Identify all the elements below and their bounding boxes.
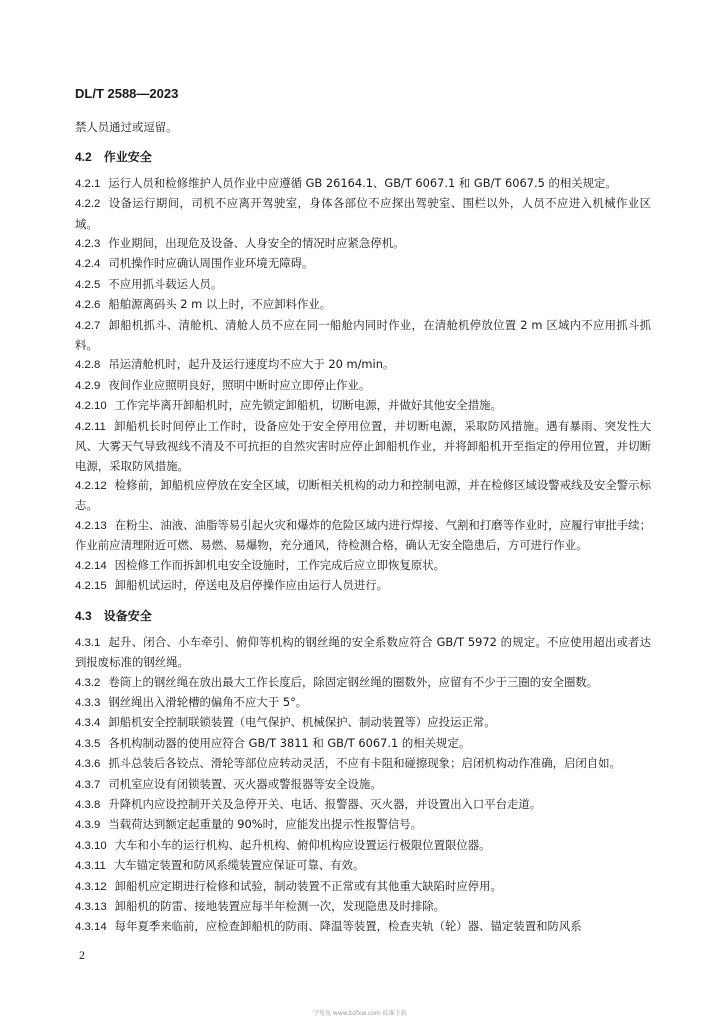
clause-text: 作业安全: [103, 150, 152, 165]
page-number: 2: [79, 948, 85, 962]
clause-text: 各机构制动器的使用应符合 GB/T 3811 和 GB/T 6067.1 的相关规定。: [108, 735, 471, 750]
clause-paragraph: [75, 194, 651, 234]
clause-paragraph: [75, 396, 651, 416]
clause-number: 4.2: [75, 150, 92, 165]
clause-number: 4.2.14: [75, 559, 107, 572]
clause-paragraph: [75, 673, 651, 693]
clause-number: 4.3.5: [75, 737, 101, 750]
clause-text: 大车锚定装置和防风系缆装置应保证可靠、有效。: [113, 858, 365, 873]
clause-number: 4.3: [75, 609, 92, 624]
clause-number: 4.3.1: [75, 636, 101, 649]
clause-text: 吊运清舱机时，起升及运行速度均不应大于 20 m/min。: [108, 357, 395, 372]
clause-number: 4.3.2: [75, 676, 101, 689]
clause-paragraph: [75, 316, 651, 356]
clause-paragraph: [75, 556, 651, 576]
clause-number: 4.2.11: [75, 420, 106, 433]
clause-number: 4.3.8: [75, 799, 101, 811]
watermark: 学兔兔 www.bzfxw.com 标准下载: [313, 1010, 407, 1017]
clause-text: 卸船机试运时，停送电及启停操作应由运行人员进行。: [114, 577, 389, 592]
clause-number: 4.3.7: [75, 778, 101, 791]
clause-text: 钢丝绳出入滑轮槽的偏角不应大于 5°。: [108, 694, 308, 709]
clause-paragraph: [75, 856, 651, 876]
clause-paragraph: [75, 897, 651, 917]
clause-text: 卸船机安全控制联锁装置（电气保护、机械保护、制动装置等）应投运正常。: [108, 715, 496, 730]
clause-text: 运行人员和检修维护人员作业中应遵循 GB 26164.1、GB/T 6067.1 和 GB/T 6067.5 的相关规定。: [108, 175, 617, 190]
spacer: [75, 137, 651, 148]
clause-text: 因检修工作而拆卸机电安全设施时，工作完成后应立即恢复原状。: [114, 557, 446, 572]
clause-number: 4.2.3: [75, 238, 101, 251]
clause-number: 4.3.3: [75, 696, 101, 709]
clause-paragraph: [75, 877, 651, 897]
clause-text: 在粉尘、油液、油脂等易引起火灾和爆炸的危险区域内进行焊接、气割和打磨等作业时，应履行审批手续；作业前应清理附近可燃、易燃、易爆物，充分通风，待检测合格，确认无安全隐患后，方可进行作业。: [75, 517, 651, 553]
clause-text: 起升、闭合、小车牵引、俯仰等机构的钢丝绳的安全系数应符合 GB/T 5972 的规定。不应使用超出或者达到报废标准的钢丝绳。: [75, 634, 651, 670]
clause-number: 4.2.6: [75, 299, 101, 312]
clause-text: 升降机内应设控制开关及急停开关、电话、报警器、灭火器，并设置出入口平台走道。: [108, 797, 542, 811]
clause-text: 不应用抓斗载运人员。: [108, 276, 223, 291]
clause-text: 夜间作业应照明良好，照明中断时应立即停止作业。: [108, 377, 371, 392]
clause-paragraph: [75, 633, 651, 673]
clause-text: 大车和小车的运行机构、起升机构、俯仰机构应设置运行极限位置限位器。: [114, 837, 491, 852]
clause-paragraph: [75, 917, 651, 937]
clause-paragraph: [75, 775, 651, 795]
clause-text: 设备运行期间，司机不应离开驾驶室，身体各部位不应探出驾驶室、围栏以外，人员不应进入机械作业区域。: [75, 196, 651, 231]
clause-paragraph: [75, 734, 651, 754]
clause-text: 设备安全: [103, 609, 152, 624]
clause-text: 工作完毕离开卸船机时，应先锁定卸船机，切断电源，并做好其他安全措施。: [114, 398, 502, 413]
clause-text: 卷筒上的钢丝绳在放出最大工作长度后，除固定钢丝绳的圈数外，应留有不少于三圈的安全圈数。: [108, 674, 599, 689]
clause-text: 检修前，卸船机应停放在安全区域，切断相关机构的动力和控制电源，并在检修区域设警戒线及安全警示标志。: [75, 477, 651, 513]
clause-text: 司机室应设有闭锁装置、灭火器或警报器等安全设施。: [108, 776, 382, 791]
clause-paragraph: [75, 693, 651, 713]
clause-paragraph: [75, 476, 651, 516]
clause-text: 禁人员通过或逗留。: [75, 120, 178, 134]
clause-paragraph: [75, 174, 651, 194]
clause-number: 4.3.6: [75, 758, 101, 771]
clause-number: 4.3.14: [75, 921, 107, 934]
clause-text: 抓斗总装后各铰点、滑轮等部位应转动灵活，不应有卡阻和碰擦现象；启闭机构动作准确，启闭自如。: [108, 756, 621, 771]
clause-text: 作业期间，出现危及设备、人身安全的情况时应紧急停机。: [108, 236, 405, 251]
clause-text: 每年夏季来临前，应检查卸船机的防雨、降温等装置，检查夹轨（轮）器、锚定装置和防风系: [114, 919, 582, 934]
clause-paragraph: [75, 754, 651, 774]
clause-paragraph: [75, 815, 651, 835]
clause-number: 4.2.13: [75, 519, 107, 532]
clause-text: 船舶源离码头 2 m 以上时，不应卸料作业。: [108, 297, 332, 312]
clause-number: 4.2.4: [75, 258, 101, 271]
clause-paragraph: [75, 795, 651, 815]
clause-text: 当载荷达到额定起重量的 90%时，应能发出提示性报警信号。: [108, 817, 423, 832]
clause-text: 司机操作时应确认周围作业环境无障碍。: [108, 256, 314, 271]
clause-number: 4.3.12: [75, 880, 107, 893]
clause-text: 卸船机应定期进行检修和试验，制动装置不正常或有其他重大缺陷时应停用。: [114, 878, 502, 893]
standard-code: DL/T 2588—2023: [75, 86, 179, 101]
clause-text: 卸船机长时间停止工作时，设备应处于安全停用位置，并切断电源，采取防风措施。遇有暴雨、突发性大风、大雾天气导致视线不清及不可抗拒的自然灾害时应停止卸船机作业，并将卸船机开至指定的停用位置，并切断电源，采取防风措施。: [75, 418, 651, 473]
clause-number: 4.2.5: [75, 278, 101, 291]
clause-number: 4.2.7: [75, 319, 101, 332]
clause-paragraph: [75, 417, 651, 476]
clause-number: 4.3.10: [75, 839, 107, 852]
clause-number: 4.2.12: [75, 479, 107, 492]
section-heading: [75, 148, 651, 167]
clause-paragraph: [75, 118, 651, 137]
section-heading: [75, 607, 651, 626]
clause-paragraph: [75, 376, 651, 396]
clause-paragraph: [75, 234, 651, 254]
clause-paragraph: [75, 295, 651, 315]
document-body: [75, 118, 651, 938]
clause-paragraph: [75, 254, 651, 274]
clause-number: 4.2.1: [75, 177, 101, 190]
clause-paragraph: [75, 275, 651, 295]
clause-number: 4.3.13: [75, 901, 107, 914]
clause-number: 4.3.9: [75, 819, 101, 832]
clause-number: 4.2.8: [75, 359, 101, 372]
clause-text: 卸船机的防雷、接地装置应每半年检测一次，发现隐患及时排除。: [114, 899, 446, 914]
clause-number: 4.2.15: [75, 579, 107, 592]
clause-number: 4.2.2: [75, 198, 101, 211]
clause-paragraph: [75, 355, 651, 375]
clause-text: 卸船机抓斗、清舱机、清舱人员不应在同一船舱内同时作业，在清舱机停放位置 2 m 区域内不应用抓斗抓料。: [75, 317, 651, 353]
clause-number: 4.3.11: [75, 860, 106, 873]
clause-number: 4.2.9: [75, 379, 101, 392]
spacer: [75, 596, 651, 607]
clause-paragraph: [75, 576, 651, 596]
clause-number: 4.2.10: [75, 400, 107, 413]
clause-number: 4.3.4: [75, 717, 101, 730]
clause-paragraph: [75, 516, 651, 556]
clause-paragraph: [75, 713, 651, 733]
clause-paragraph: [75, 836, 651, 856]
